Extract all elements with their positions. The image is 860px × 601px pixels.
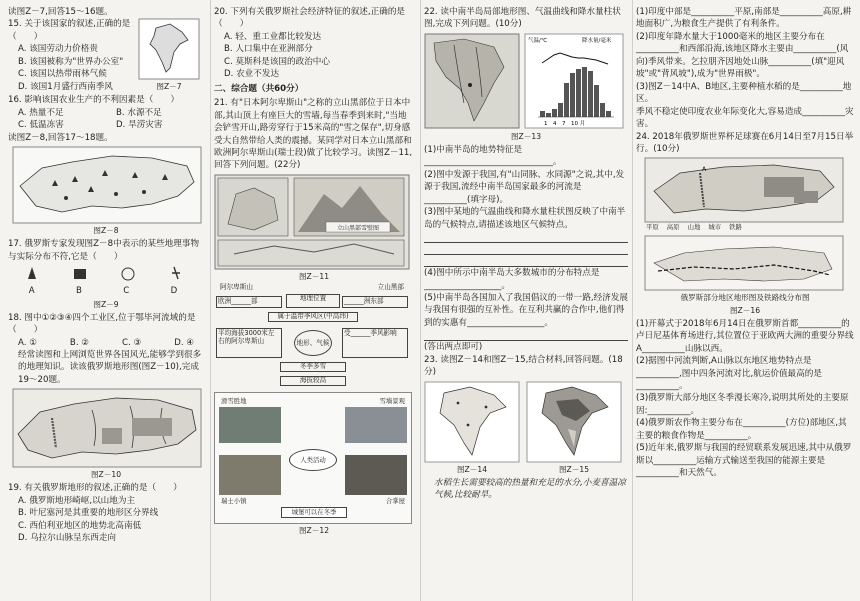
diagram-row1-right: ______洲东部 xyxy=(342,296,408,308)
q20-opt-a: A. 轻、重工业都比较发达 xyxy=(224,31,322,42)
q21-stem: 21. 有"日本阿尔卑斯山"之称的立山黑部位于日本中部,其山顶上有座巨大的雪墙,每当春季到来时,"当地会铲雪开山,路旁穿行于15米高的"雪之保存",切身感受大自然带给人类的震撼。某同学对日本立山黑部和欧洲阿尔卑斯山(瑞士段)做了比较学习。读图Z－11,回答下列问题。(22分) xyxy=(214,98,413,171)
q24-3: (3)俄罗斯大部分地区冬季漫长寒冷,说明其所处的主要原因:__________。 xyxy=(636,393,849,416)
q16-opt-c: C. 低温冻害 xyxy=(18,120,64,131)
india-rice-wheat-map xyxy=(424,381,520,463)
q17-label-c: C xyxy=(123,286,130,297)
russia-railway-map xyxy=(644,235,844,291)
map-symbols-row xyxy=(8,263,198,285)
q18-opt-b: B. ② xyxy=(69,337,89,348)
diagram-box-right: 受______季风影响 xyxy=(342,328,408,358)
photo-snow-wall xyxy=(345,407,407,443)
diagram-hub3: 海拔较高 xyxy=(280,376,346,386)
q20-opt-c: C. 莫斯科是该国的政治中心 xyxy=(224,56,330,67)
photo-swiss-town xyxy=(219,455,281,495)
fig11-inner-label: 立山黑部雪壁图 xyxy=(336,224,380,232)
q15-opt-b: B. 该国被称为"世界办公室" xyxy=(18,56,124,67)
indochina-terrain-map xyxy=(424,33,520,129)
russia-relief-map xyxy=(644,157,844,223)
climate-chart xyxy=(524,33,624,129)
legend-plain: 平原 xyxy=(646,223,659,232)
india-outline-map xyxy=(138,18,200,80)
fig15-caption: 图Z－15 xyxy=(558,464,590,474)
diagram-row2: 属于温带季风区(中高纬) xyxy=(268,312,358,322)
q19-opt-b: B. 叶尼塞河是其重要的地形区分界线 xyxy=(18,508,159,519)
q16-opt-d: D. 旱涝灾害 xyxy=(116,120,163,131)
q22-5: (5)中南半岛各国加入了我国倡议的一带一路,经济发展与我国有很强的互补性。在互利共赢的合作中,他们得到的实惠有__________________。 xyxy=(424,292,628,328)
q17-stem: 17. 俄罗斯专家发现图Z－8中表示的某些地理事物与实际分布不符,它是（ ） xyxy=(8,239,200,262)
alps-tateyama-map xyxy=(214,174,410,270)
q23-3: (3)图Z－14中A、B地区,主要种植水稻的是__________地区。 xyxy=(636,81,852,105)
india-rainfall-map xyxy=(526,381,622,463)
fig16-inner-caption: 俄罗斯部分地区地形图及铁路线分布图 xyxy=(680,292,810,302)
legend-city: 城市 xyxy=(708,223,722,232)
climate-y-left: 气温/℃ xyxy=(528,37,548,44)
q19-stem: 19. 有关俄罗斯地形的叙述,正确的是（ ） xyxy=(8,483,182,494)
fig8-caption: 图Z－8 xyxy=(93,226,119,236)
q24-2: (2)据图中河流判断,A山脉以东地区地势特点是__________,图中四条河流对比,航运价值最高的是__________。 xyxy=(636,356,822,391)
fig14-caption: 图Z－14 xyxy=(456,464,488,474)
comparison-diagram xyxy=(214,284,410,392)
fig13-caption: 图Z－13 xyxy=(510,131,542,141)
climate-x-label: 1 4 7 10 月 xyxy=(544,120,586,127)
q23-material: 水稻生长需要较高的热量和充足的水分,小麦喜温凉气候,比较耐旱。 xyxy=(434,477,626,501)
q24-4: (4)俄罗斯农作物主要分布在__________(方位)部地区,其主要的粮食作物是__________。 xyxy=(636,418,847,441)
q17-label-d: D xyxy=(170,286,178,297)
q16-opt-b: B. 水源不足 xyxy=(116,107,162,118)
climate-y-right: 降水量/毫米 xyxy=(582,37,612,44)
q18-opt-a: A. ① xyxy=(18,337,37,348)
q22-3: (3)图中某地的气温曲线和降水量柱状图反映了中南半岛的气候特点,请描述该地区气候特点。 xyxy=(424,207,626,230)
q16-stem: 16. 影响该国农业生产的不利因素是（ ） xyxy=(8,95,180,106)
q19-opt-c: C. 西伯利亚地区的地势北高南低 xyxy=(18,520,142,531)
q19-opt-d: D. 乌拉尔山脉呈东西走向 xyxy=(18,533,117,544)
q23-stem: 23. 读图Z－14和图Z－15,结合材料,回答问题。(18分) xyxy=(424,354,623,378)
diagram-right-title: 立山黑部 xyxy=(377,282,404,291)
diagram-box-left: 平均海拔3000米左右的阿尔卑斯山 xyxy=(216,328,282,358)
photo-hub: 人类活动 xyxy=(289,449,337,471)
q24-stem: 24. 2018年俄罗斯世界杯足球赛在6月14日至7月15日举行。(10分) xyxy=(636,131,854,154)
q22-note: (答出两点即可) xyxy=(424,342,483,353)
fig12-caption: 图Z－12 xyxy=(298,525,330,535)
photo2-label: 雪墙景观 xyxy=(379,396,405,405)
fig10-caption: 图Z－10 xyxy=(90,470,122,480)
q20-opt-b: B. 人口集中在亚洲部分 xyxy=(224,44,313,55)
photo-ski-resort xyxy=(219,407,281,443)
intro-q19: 经常读图和上网浏览世界各国风光,能够学到很多的地理知识。读该俄罗斯地形图(图Z－10),完成19～20题。 xyxy=(18,349,202,385)
q15-opt-d: D. 该国1月盛行西南季风 xyxy=(18,81,113,92)
legend-plateau: 高原 xyxy=(666,223,680,232)
q18-stem: 18. 图中①②③④四个工业区,位于鄂毕河流域的是（ ） xyxy=(8,312,196,336)
intro-q17: 读图Z－8,回答17～18题。 xyxy=(8,132,113,143)
svg-text:A: A xyxy=(702,166,707,174)
q17-label-b: B xyxy=(75,286,82,297)
section-2-heading: 二、综合题（共60分） xyxy=(214,83,304,94)
fig16-caption: 图Z－16 xyxy=(729,305,761,315)
q22-3-answer-lines[interactable] xyxy=(424,231,628,267)
photo-diagram xyxy=(214,392,412,524)
q15-stem: 15. 关于该国家的叙述,正确的是（ ） xyxy=(8,19,131,42)
photo-bottom-box: 城堡可以在冬季 xyxy=(281,507,347,518)
q23-1: (1)印度中部是__________平原,南部是__________高原,耕地面积广,为粮食生产提供了有利条件。 xyxy=(636,7,852,30)
column-1 xyxy=(8,6,204,545)
diagram-center-box: 地理位置 xyxy=(286,294,340,308)
q23-4: 季风不稳定使印度农业年际变化大,容易造成__________灾害。 xyxy=(636,106,854,130)
q22-1: (1)中南半岛的地势特征是______________________________。 xyxy=(424,144,562,168)
photo-gassho-house xyxy=(345,455,407,495)
diagram-row1-left: 欧洲______部 xyxy=(216,296,282,308)
legend-railway: 铁路 xyxy=(729,223,742,232)
column-3 xyxy=(424,6,628,502)
diagram-hub2: 冬季多雪 xyxy=(280,362,346,372)
diagram-hub: 地形、气候 xyxy=(294,330,332,356)
column-4 xyxy=(636,6,854,480)
column-2 xyxy=(214,6,414,538)
q15-opt-c: C. 该国以热带雨林气候 xyxy=(18,69,107,80)
q22-5-answer-lines[interactable] xyxy=(424,329,628,341)
q18-opt-c: C. ③ xyxy=(122,337,142,348)
photo1-label: 滑雪胜地 xyxy=(221,396,247,405)
intro-q15: 读图Z－7,回答15～16题。 xyxy=(8,7,113,17)
q22-stem: 22. 读中南半岛局部地形图、气温曲线和降水量柱状图,完成下列问题。(10分) xyxy=(424,7,621,30)
q23-2: (2)印度年降水量大于1000毫米的地区主要分布在__________和西部沿海,该地区降水主要由__________(风向)季风带来。乞拉朋齐因地处山脉__________(填"迎风坡"或"背风坡"),成为"世界雨极"。 xyxy=(636,31,849,80)
q24-5: (5)近年来,俄罗斯与我国的经贸联系发展迅速,其中从俄罗斯以__________运输方式输送至我国的能源主要是__________和天然气。 xyxy=(636,443,852,479)
q20-stem: 20. 下列有关俄罗斯社会经济特征的叙述,正确的是（ ） xyxy=(214,7,406,30)
photo3-label: 瑞士小镇 xyxy=(221,496,247,505)
q24-1: (1)开幕式于2018年6月14日在俄罗斯首都__________的卢日尼基体育场进行,其位置位于亚欧两大洲的重要分界线A__________山脉以西。 xyxy=(636,318,854,354)
legend-mountain: 山地 xyxy=(687,223,701,232)
fig7-caption: 图Z－7 xyxy=(156,82,182,92)
q17-label-a: A xyxy=(28,286,35,297)
q15-opt-a: A. 该国劳动力价格贵 xyxy=(18,44,98,55)
q20-opt-d: D. 农业不发达 xyxy=(224,69,280,80)
q19-opt-a: A. 俄罗斯地形崎岖,以山地为主 xyxy=(18,495,136,506)
russia-terrain-map xyxy=(12,388,202,468)
q22-2: (2)图中发源于我国,有"山同脉、水同源"之说,其中,发源于我国,流经中南半岛国家最多的河流是__________(填字母)。 xyxy=(424,169,625,205)
q22-4: (4)图中所示中南半岛大多数城市的分布特点是__________________。 xyxy=(424,268,600,291)
fig16-legend xyxy=(636,223,854,232)
q18-opt-d: D. ④ xyxy=(174,337,194,348)
diagram-left-title: 阿尔卑斯山 xyxy=(220,282,253,291)
fig11-caption: 图Z－11 xyxy=(298,271,330,281)
russia-resource-map xyxy=(12,146,202,224)
fig9-caption: 图Z－9 xyxy=(93,299,119,309)
photo4-label: 合掌屋 xyxy=(385,496,405,505)
q16-opt-a: A. 热量不足 xyxy=(18,107,64,118)
